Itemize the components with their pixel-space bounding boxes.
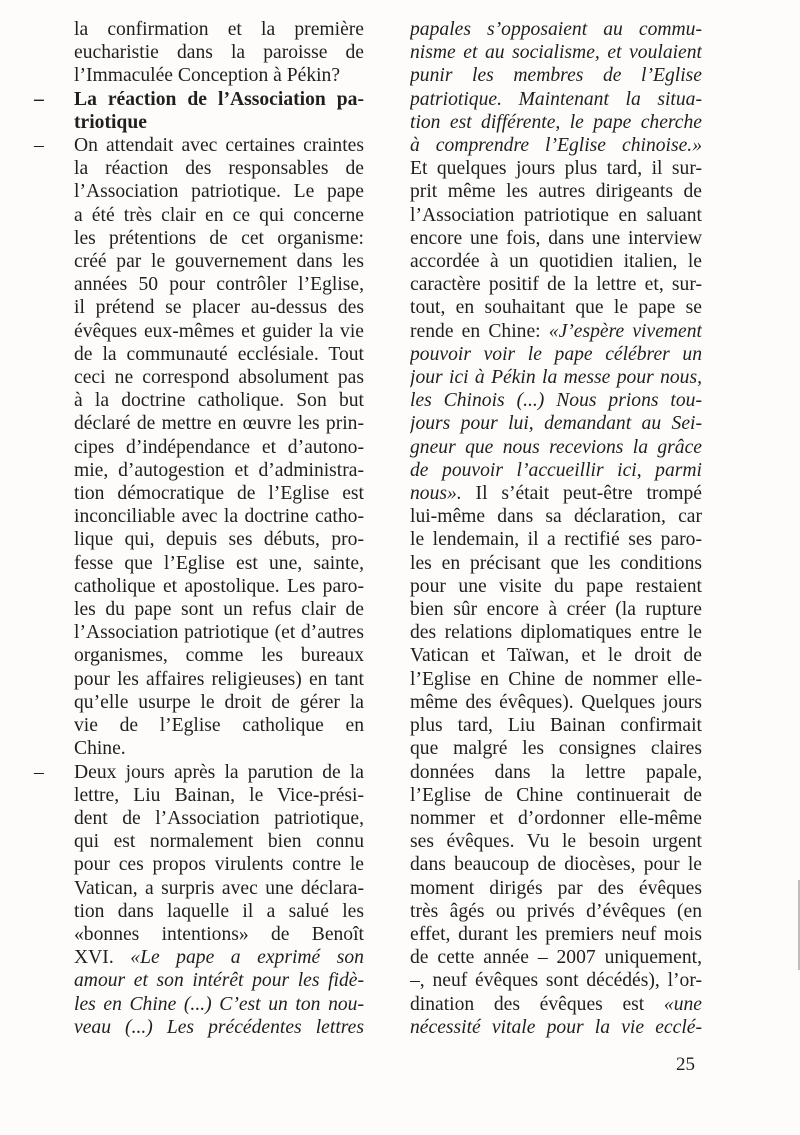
list-dash: –: [34, 135, 44, 157]
text-line: très âgés ou privés d’évêques (en: [410, 900, 702, 922]
text-line: la confirmation et la première: [74, 19, 364, 40]
quote-line: gneur que nous recevions la grâce: [410, 436, 702, 458]
quote-line: à comprendre l’Eglise chinoise.»: [410, 135, 702, 157]
text-line: [74, 946, 364, 969]
quote-line: patriotique. Maintenant la situa-: [410, 88, 702, 110]
text-line: a été très clair en ce qui concerne: [74, 204, 364, 226]
text-line: cipes d’indépendance et d’autono-: [74, 436, 364, 458]
text-line: Vatican et Taïwan, et le droit de: [410, 645, 702, 667]
section-heading: [32, 88, 364, 134]
text-line: créé par le gouvernement dans les: [74, 251, 364, 273]
quote-line: pouvoir voir le pape célébrer un: [410, 343, 702, 365]
text-line: lique qui, depuis ses débuts, pro-: [74, 529, 364, 551]
list-item-liu-bainan: [32, 761, 364, 1039]
text-line: le lendemain, il a rectifié ses paro-: [410, 529, 702, 551]
quote-line: jours pour lui, demandant au Sei-: [410, 413, 702, 435]
text-line: l’Eglise en Chine de nommer elle-: [410, 668, 702, 690]
text-line: pour ces propos virulents contre le: [74, 854, 364, 876]
text-line: les prétentions de cet organisme:: [74, 227, 364, 249]
text-line: l’Immaculée Conception à Pékin?: [74, 65, 341, 87]
text-line: bien sûr encore à créer (la rupture: [410, 599, 702, 621]
quote-line: nisme et au socialisme, et voulaient: [410, 42, 702, 64]
text-line: catholique et apostolique. Les paro-: [74, 575, 364, 597]
text-line: de cette année – 2007 uniquement,: [410, 947, 702, 969]
text-line: organismes, comme les bureaux: [74, 645, 364, 667]
text-line: qui est normalement bien connu: [74, 831, 364, 853]
heading-line: La réaction de l’Association pa-: [74, 88, 364, 110]
right-column: [410, 18, 702, 1039]
text-line: inconciliable avec la doctrine catho-: [74, 506, 364, 528]
text-line: prit même les autres dirigeants de: [410, 181, 702, 203]
quote-line: papales s’opposaient au commu-: [410, 19, 702, 40]
list-item-association: [32, 134, 364, 760]
text-line: –, neuf évêques sont décédés), l’or-: [410, 970, 702, 992]
text-line: vie de l’Eglise catholique en: [74, 715, 364, 737]
text-line: tout, en souhaitant que le pape se: [410, 297, 702, 319]
text-line: [410, 320, 702, 343]
text-line: dent de l’Association patriotique,: [74, 807, 364, 829]
text-roman: Il s’était peut-être trompé: [475, 483, 702, 505]
text-line: accordée à un quotidien italien, le: [410, 251, 702, 273]
text-line: les en précisant que les conditions: [410, 552, 702, 574]
text-line: fesse que l’Eglise est une, sainte,: [74, 552, 364, 574]
text-line: même des évêques). Quelques jours: [410, 691, 702, 713]
text-line: pour une visite du pape restaient: [410, 575, 702, 597]
text-line: évêques eux-mêmes et guider la vie: [74, 320, 364, 342]
text-line: des relations diplomatiques entre le: [410, 622, 702, 644]
text-line: plus tard, Liu Bainan confirmait: [410, 715, 702, 737]
text-line: que malgré les consignes claires: [410, 738, 702, 760]
left-column: [32, 18, 364, 1039]
quote-text: «Le pape a exprimé son: [130, 947, 364, 969]
text-line: [410, 482, 702, 505]
text-line: tion dans laquelle il a salué les: [74, 900, 364, 922]
text-roman: rende en Chine:: [410, 320, 541, 342]
text-roman: XVI.: [74, 947, 114, 969]
text-line: ses évêques. Vu le besoin urgent: [410, 831, 702, 853]
text-line: Chine.: [74, 738, 126, 760]
text-line: Deux jours après la parution de la: [74, 761, 364, 783]
text-line: eucharistie dans la paroisse de: [74, 42, 364, 64]
text-roman: dination des évêques est: [410, 993, 645, 1015]
text-line: tion démocratique de l’Eglise est: [74, 483, 364, 505]
quote-line: tion est différente, le pape cherche: [410, 111, 702, 133]
text-line: caractère positif de la lettre et, sur-: [410, 274, 702, 296]
text-line: Vatican, a surpris avec une déclara-: [74, 877, 364, 899]
quote-line: les en Chine (...) C’est un ton nou-: [74, 993, 364, 1015]
list-dash: –: [34, 88, 44, 110]
text-line: effet, durant les premiers neuf mois: [410, 923, 702, 945]
quote-line: amour et son intérêt pour les fidè-: [74, 970, 364, 992]
text-line: pour les affaires religieuses) en tant: [74, 668, 364, 690]
quote-line: punir les membres de l’Eglise: [410, 65, 702, 87]
text-line: la réaction des responsables de: [74, 158, 364, 180]
text-line: l’Association patriotique en saluant: [410, 204, 702, 226]
text-line: l’Eglise de Chine continuerait de: [410, 784, 702, 806]
text-line: l’Association patriotique (et d’autres: [74, 622, 364, 644]
text-line: il prétend se placer au-dessus des: [74, 297, 364, 319]
quote-text: «J’espère vivement: [548, 320, 702, 342]
text-line: années 50 pour contrôler l’Eglise,: [74, 274, 364, 296]
quote-line: veau (...) Les précédentes lettres: [74, 1016, 364, 1038]
heading-line: triotique: [74, 111, 147, 133]
text-line: lettre, Liu Bainan, le Vice-prési-: [74, 784, 364, 806]
quote-line: de pouvoir l’accueillir ici, parmi: [410, 459, 702, 481]
list-dash: –: [34, 761, 44, 783]
quote-line: jour ici à Pékin la messe pour nous,: [410, 367, 702, 389]
text-line: lui-même dans sa déclaration, car: [410, 506, 702, 528]
text-line: ceci ne correspond absolument pas: [74, 367, 364, 389]
quote-text: nous».: [410, 483, 462, 505]
text-line: dans beaucoup de diocèses, pour le: [410, 854, 702, 876]
text-line: Et quelques jours plus tard, il sur-: [410, 158, 702, 180]
text-line: les du pape sont un refus clair de: [74, 599, 364, 621]
quote-line: les Chinois (...) Nous prions tou-: [410, 390, 702, 412]
text-line: nommer et d’ordonner elle-même: [410, 807, 702, 829]
text-line: mie, d’autogestion et d’administra-: [74, 459, 364, 481]
intro-paragraph: [32, 18, 364, 88]
text-line: à la doctrine catholique. Son but: [74, 390, 364, 412]
quote-text: «une: [663, 993, 702, 1015]
text-line: de la communauté ecclésiale. Tout: [74, 343, 364, 365]
text-line: données dans la lettre papale,: [410, 761, 702, 783]
text-line: l’Association patriotique. Le pape: [74, 181, 364, 203]
text-line: moment dirigés par des évêques: [410, 877, 702, 899]
text-line: déclaré de mettre en œuvre les prin-: [74, 413, 364, 435]
quote-line: nécessité vitale pour la vie ecclé-: [410, 1016, 702, 1038]
text-line: [410, 993, 702, 1016]
text-line: On attendait avec certaines craintes: [74, 135, 364, 157]
page-number: 25: [676, 1054, 695, 1075]
text-line: «bonnes intentions» de Benoît: [74, 923, 364, 945]
text-line: encore une fois, dans une interview: [410, 227, 702, 249]
text-line: qu’elle usurpe le droit de gérer la: [74, 691, 364, 713]
